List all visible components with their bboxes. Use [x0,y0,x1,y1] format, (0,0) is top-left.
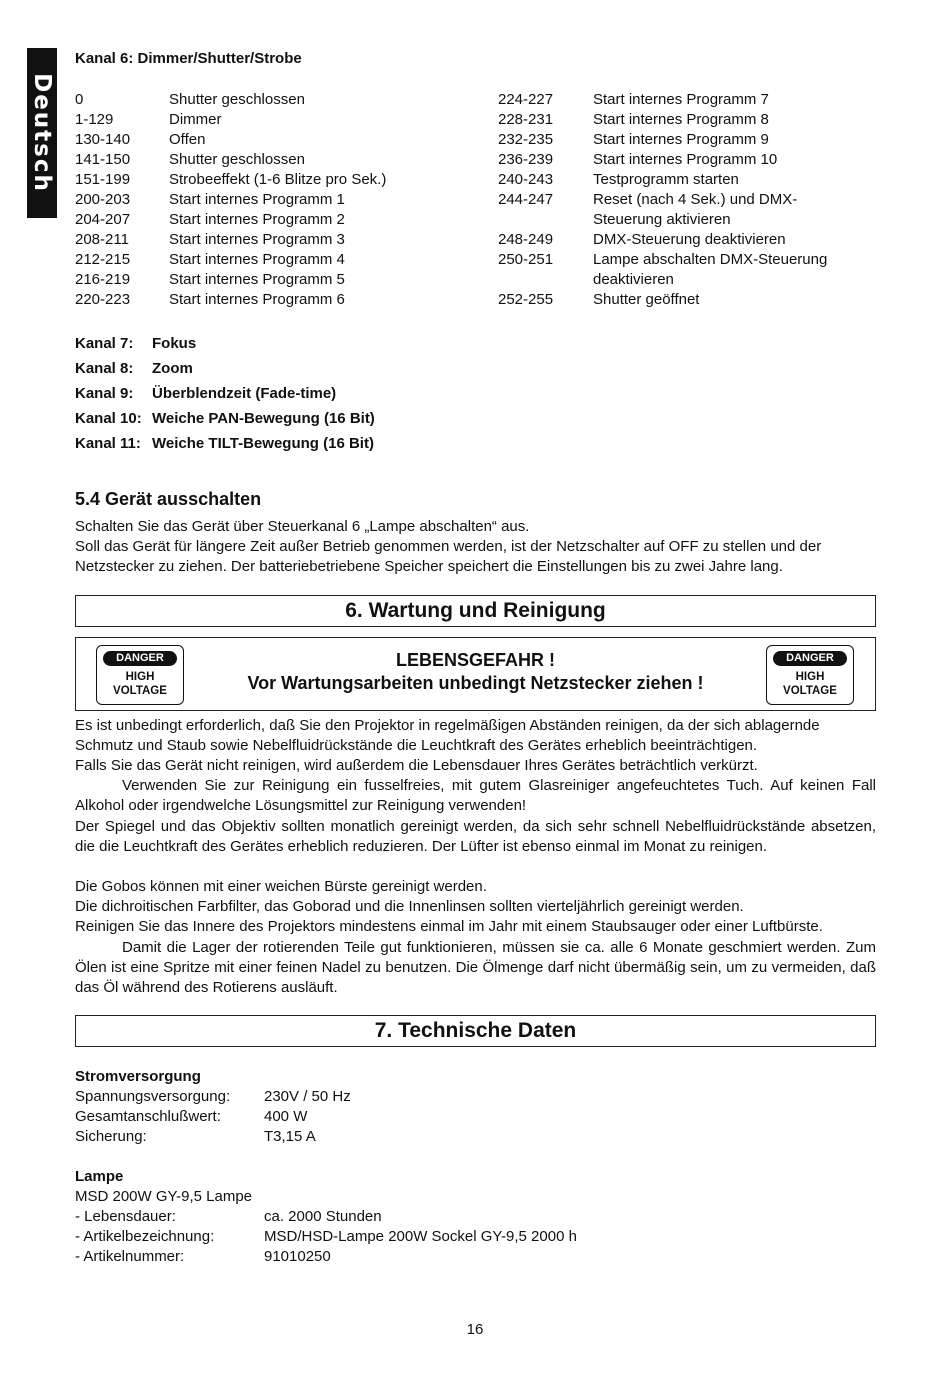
spec-label: Spannungsversorgung: [75,1088,231,1105]
spec-value: MSD/HSD-Lampe 200W Sockel GY-9,5 2000 h [264,1228,577,1245]
range-code: 200-203 [75,191,131,208]
spec-label: Sicherung: [75,1128,147,1145]
range-code: 250-251 [498,251,554,268]
kanal6-title: Kanal 6: Dimmer/Shutter/Strobe [75,50,302,67]
table-row [498,170,827,190]
table-row [75,190,386,210]
section-6-paragraph-3: Verwenden Sie zur Reinigung ein fusselfreies, mit gutem Glasreiniger angefeuchtetes Tuch. Auf keinen Fall Alkohol oder irgendwelche Lösungsmittel zur Reinigung verwenden! [75,777,876,814]
kanal6-table-right [498,90,827,310]
spec-row [75,1127,351,1147]
kanal-label: Kanal 9: [75,385,134,402]
spec-label: - Artikelnummer: [75,1248,185,1265]
danger-warning-box [75,637,876,711]
table-row [498,190,827,210]
kanal-value: Zoom [152,360,193,377]
danger-label: DANGER [773,651,847,666]
lampe-subtitle: MSD 200W GY-9,5 Lampe [75,1188,253,1205]
range-desc: Start internes Programm 1 [169,191,345,208]
table-row [498,270,827,290]
range-desc: Start internes Programm 3 [169,231,345,248]
range-code [498,270,593,290]
range-code: 252-255 [498,291,554,308]
language-tab-label: Deutsch [29,73,55,193]
high-voltage-label [767,670,853,698]
warning-line-1: LEBENSGEFAHR ! [395,650,555,670]
table-row [75,210,386,230]
kanal-item [75,409,375,434]
danger-label: DANGER [103,651,177,666]
section-6-paragraph-6: Die dichroitischen Farbfilter, das Goborad und die Innenlinsen sollten vierteljährlich gereinigt werden. [75,898,744,915]
range-desc: Testprogramm starten [593,171,739,188]
spec-row [75,1247,577,1267]
table-row [75,110,386,130]
spec-value: 400 W [264,1108,308,1125]
kanal-list [75,334,375,459]
table-row [498,290,827,310]
section-6-paragraph-7: Reinigen Sie das Innere des Projektors mindestens einmal im Jahr mit einem Staubsauger oder einer Luftbürste. [75,918,823,935]
section-6-paragraph-2: Falls Sie das Gerät nicht reinigen, wird außerdem die Lebensdauer Ihres Gerätes beträchtlich verkürzt. [75,757,758,774]
range-code: 232-235 [498,131,554,148]
range-code: 1-129 [75,111,114,128]
range-code: 130-140 [75,131,131,148]
range-desc: Start internes Programm 4 [169,251,345,268]
range-desc: Start internes Programm 10 [593,151,778,168]
warning-line-2: Vor Wartungsarbeiten unbedingt Netzstecker ziehen ! [247,673,704,693]
section-5-4-paragraph-1: Schalten Sie das Gerät über Steuerkanal 6 „Lampe abschalten“ aus. [75,518,530,535]
high-label: HIGH [795,671,825,683]
section-5-4-paragraph-2: Soll das Gerät für längere Zeit außer Betrieb genommen werden, ist der Netzschalter auf OFF zu stellen und der Netzstecker zu ziehen. Der batteriebetriebene Speicher speichert die Einstellungen bis zu zwei Jahre lang. [75,538,822,575]
high-voltage-sign-icon [96,645,184,705]
range-code: 220-223 [75,291,131,308]
spec-label: Gesamtanschlußwert: [75,1108,221,1125]
warning-text [186,649,765,695]
table-row [75,230,386,250]
kanal-item [75,434,375,459]
range-code [498,210,593,230]
table-row [498,210,827,230]
range-code: 204-207 [75,211,131,228]
voltage-label: VOLTAGE [113,685,167,697]
range-desc: Lampe abschalten DMX-Steuerung [593,251,828,268]
kanal6-table-left [75,90,386,310]
strom-title: Stromversorgung [75,1068,201,1085]
high-voltage-label [97,670,183,698]
spec-value: ca. 2000 Stunden [264,1208,382,1225]
section-6-paragraph-4: Der Spiegel und das Objektiv sollten monatlich gereinigt werden, da sich sehr schnell Nebelfluidrückstände absetzen, die die Leuchtkraft des Gerätes erheblich reduzieren. Der Lüfter ist ebenso einmal im Monat zu reinigen. [75,818,876,855]
table-row [498,250,827,270]
spec-label: - Lebensdauer: [75,1208,176,1225]
table-row [75,250,386,270]
section-5-4-heading: 5.4 Gerät ausschalten [75,489,262,509]
table-row [498,90,827,110]
spec-label: - Artikelbezeichnung: [75,1228,215,1245]
section-6-heading: 6. Wartung und Reinigung [75,595,876,627]
range-desc: Steuerung aktivieren [593,211,731,228]
table-row [75,90,386,110]
range-desc: Start internes Programm 9 [593,131,769,148]
range-code: 236-239 [498,151,554,168]
range-desc: Start internes Programm 7 [593,91,769,108]
table-row [498,230,827,250]
high-label: HIGH [125,671,155,683]
range-desc: Reset (nach 4 Sek.) und DMX- [593,191,798,208]
range-desc: Shutter geschlossen [169,91,305,108]
range-code: 0 [75,91,84,108]
range-code: 228-231 [498,111,554,128]
range-code: 212-215 [75,251,131,268]
spec-row [75,1087,351,1107]
kanal-label: Kanal 7: [75,335,134,352]
kanal-value: Weiche TILT-Bewegung (16 Bit) [152,435,374,452]
range-code: 244-247 [498,191,554,208]
spec-row [75,1207,577,1227]
spec-row [75,1227,577,1247]
table-row [75,170,386,190]
high-voltage-sign-icon [766,645,854,705]
range-desc: Start internes Programm 8 [593,111,769,128]
range-desc: Strobeeffekt (1-6 Blitze pro Sek.) [169,171,387,188]
table-row [75,150,386,170]
lampe-specs [75,1207,577,1267]
spec-value: 91010250 [264,1248,331,1265]
range-desc: Offen [169,131,206,148]
kanal-label: Kanal 8: [75,360,134,377]
kanal-item [75,334,375,359]
range-desc: Shutter geschlossen [169,151,305,168]
table-row [75,130,386,150]
range-desc: Shutter geöffnet [593,291,700,308]
kanal-value: Überblendzeit (Fade-time) [152,385,337,402]
kanal-label: Kanal 10: [75,410,142,427]
lampe-title: Lampe [75,1168,124,1185]
section-6-paragraph-5: Die Gobos können mit einer weichen Bürste gereinigt werden. [75,878,487,895]
section-7-heading: 7. Technische Daten [75,1015,876,1047]
strom-specs [75,1087,351,1147]
kanal-item [75,384,375,409]
page-number: 16 [466,1321,484,1338]
range-code: 151-199 [75,171,131,188]
spec-value: T3,15 A [264,1128,316,1145]
kanal-item [75,359,375,384]
range-code: 248-249 [498,231,554,248]
range-code: 216-219 [75,271,131,288]
spec-value: 230V / 50 Hz [264,1088,351,1105]
spec-row [75,1107,351,1127]
range-code: 141-150 [75,151,131,168]
range-desc: Dimmer [169,111,222,128]
section-6-paragraph-1: Es ist unbedingt erforderlich, daß Sie den Projektor in regelmäßigen Abständen reinigen, da der sich ablagernde Schmutz und Staub sowie Nebelfluidrückstände die Leuchtkraft des Gerätes erheblich beeinträchtigen. [75,717,820,754]
range-desc: Start internes Programm 5 [169,271,345,288]
range-desc: Start internes Programm 6 [169,291,345,308]
kanal-value: Weiche PAN-Bewegung (16 Bit) [152,410,375,427]
table-row [498,150,827,170]
range-desc: DMX-Steuerung deaktivieren [593,231,786,248]
range-code: 240-243 [498,171,554,188]
language-tab [27,48,57,218]
table-row [75,290,386,310]
range-desc: Start internes Programm 2 [169,211,345,228]
voltage-label: VOLTAGE [783,685,837,697]
section-6-paragraph-8: Damit die Lager der rotierenden Teile gut funktionieren, müssen sie ca. alle 6 Monate geschmiert werden. Zum Ölen ist eine Spritze mit einer feinen Nadel zu benutzen. Die Ölmenge darf nicht übermäßig sein, um zu vermeiden, daß das Öl während des Rotierens ausläuft. [75,939,876,996]
range-code: 224-227 [498,91,554,108]
range-desc: deaktivieren [593,271,674,288]
table-row [498,130,827,150]
table-row [75,270,386,290]
kanal-value: Fokus [152,335,197,352]
range-code: 208-211 [75,231,129,248]
table-row [498,110,827,130]
kanal-label: Kanal 11: [75,435,141,452]
